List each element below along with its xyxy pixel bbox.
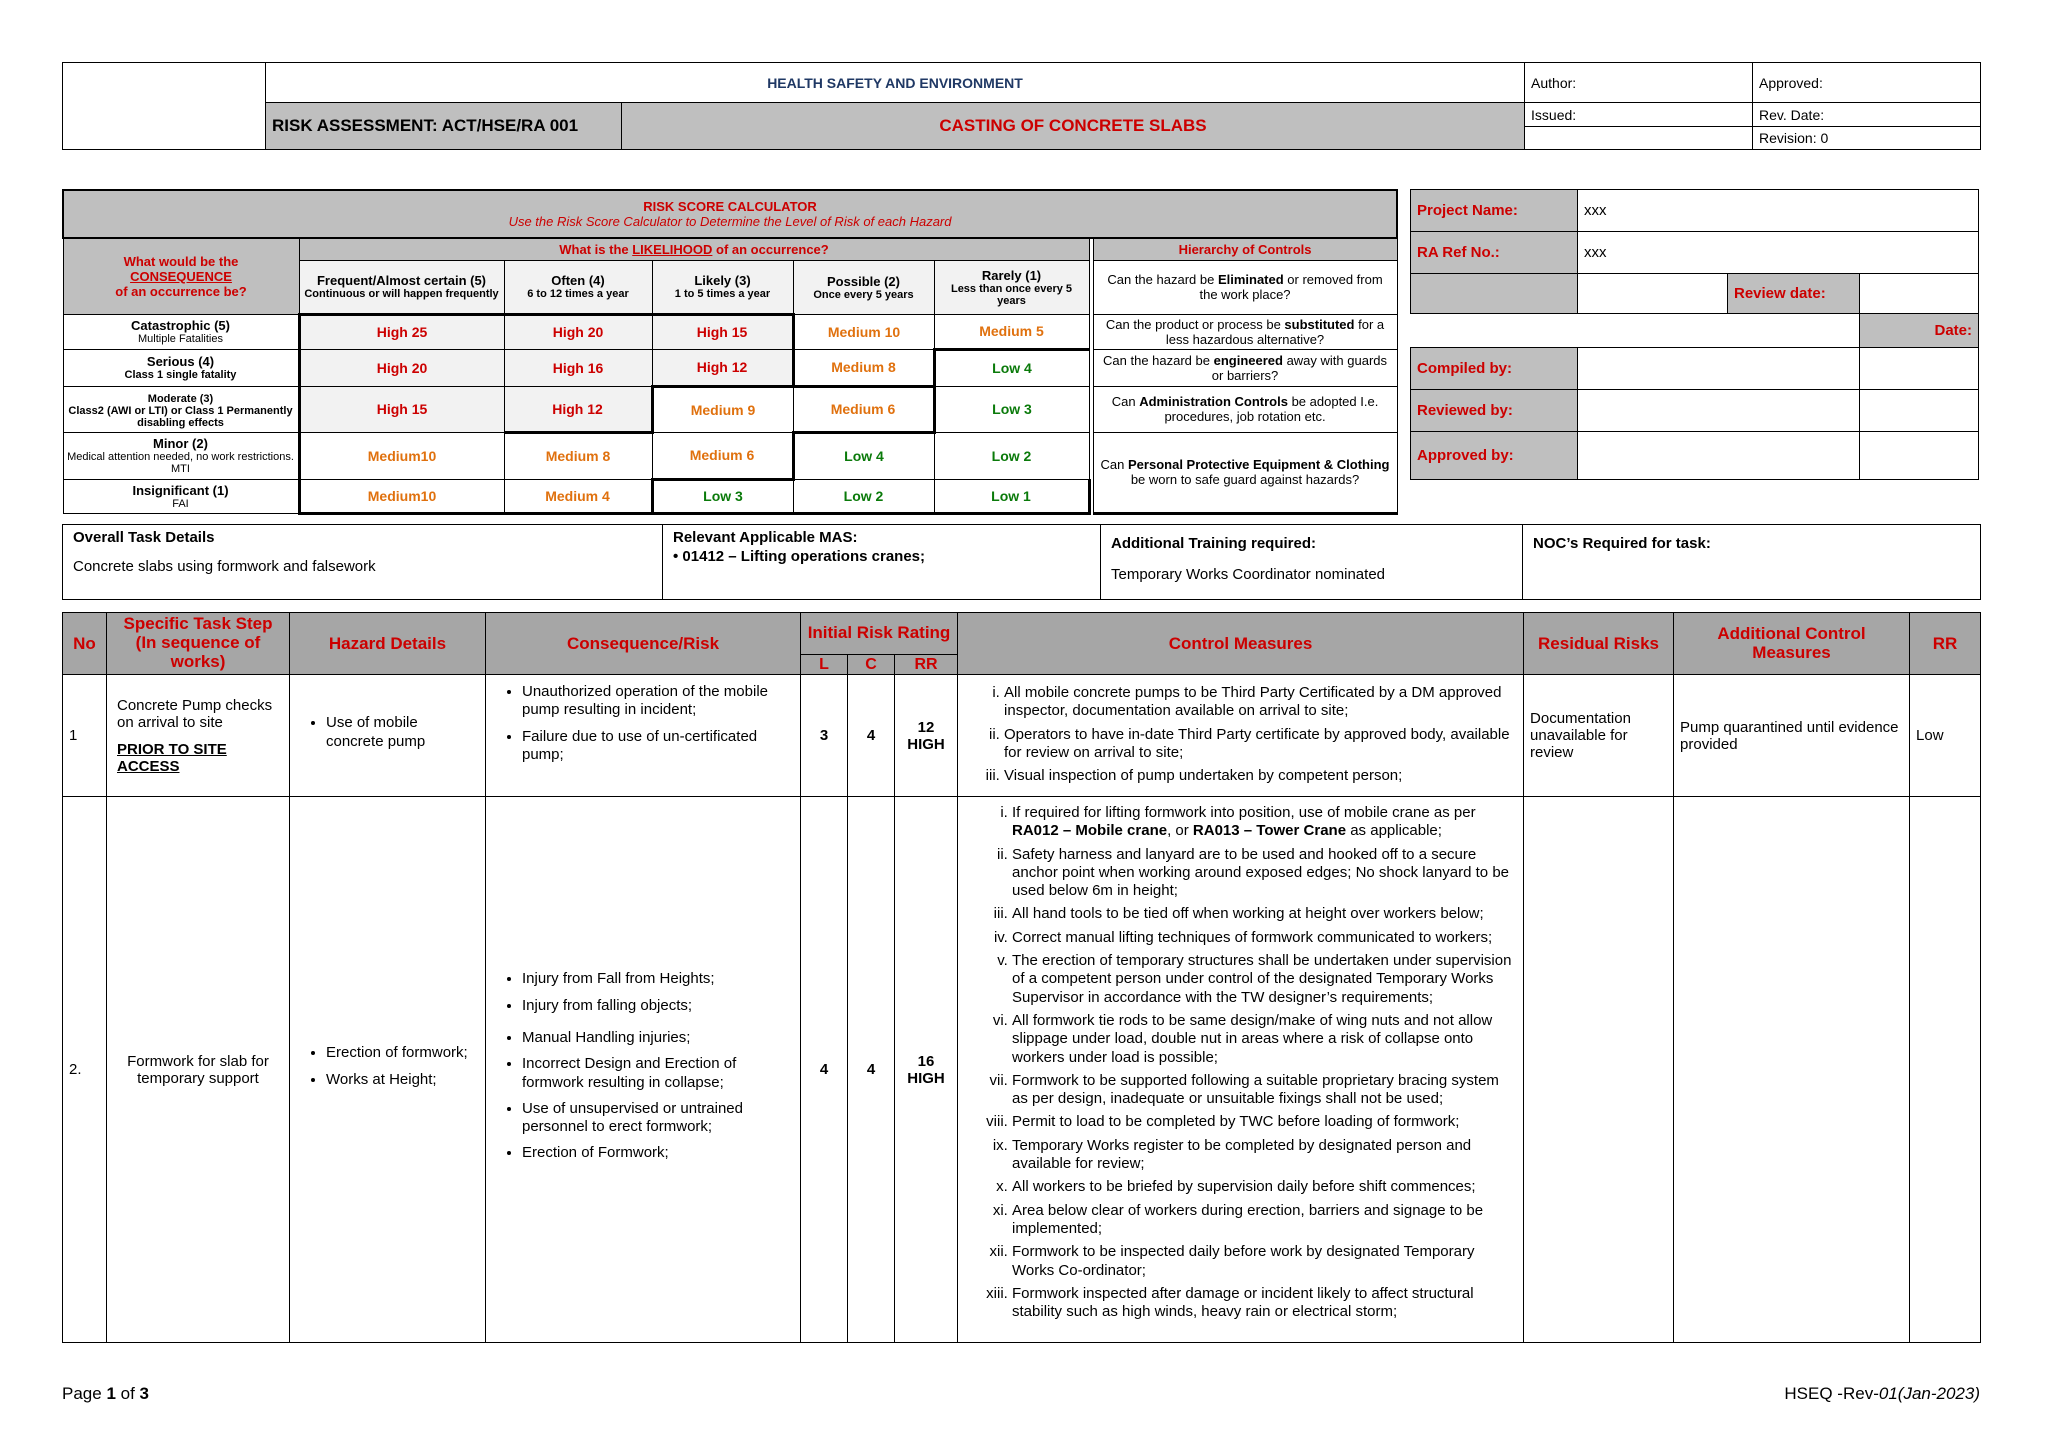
hierarchy-item-1: Can the product or process be substituted for a less hazardous alternative? (1093, 314, 1397, 349)
risk-cell: Medium 8 (793, 349, 934, 386)
risk-cell: Medium 6 (793, 386, 934, 432)
risk-cell: High 15 (652, 314, 793, 349)
reviewed-date (1860, 390, 1979, 432)
document-header (62, 62, 1981, 150)
task-step: Formwork for slab for temporary support (107, 797, 290, 1343)
approved-label: Approved by: (1411, 432, 1578, 480)
hazard-details: • Erection of formwork; • Works at Height; (290, 797, 486, 1343)
additional-training: Additional Training required: Temporary Works Coordinator nominated (1101, 525, 1523, 600)
page-number: Page 1 of 3 (62, 1384, 149, 1403)
row-no: 2. (63, 797, 107, 1343)
risk-assessment-table (62, 612, 1981, 1343)
table-row (63, 675, 1981, 797)
risk-cell: Medium10 (299, 432, 504, 479)
ra-code: RISK ASSESSMENT: ACT/HSE/RA 001 (266, 103, 622, 150)
risk-cell: High 12 (504, 386, 652, 432)
calculator-title: RISK SCORE CALCULATOR (643, 199, 817, 214)
likelihood-col-1: Often (4) 6 to 12 times a year (504, 260, 652, 314)
risk-cell: Medium 9 (652, 386, 793, 432)
risk-cell: Low 2 (793, 479, 934, 513)
col-additional: Additional Control Measures (1674, 613, 1910, 675)
col-control: Control Measures (958, 613, 1524, 675)
task-details (62, 524, 1981, 600)
logo-area (63, 63, 266, 150)
col-l: L (801, 655, 848, 675)
likelihood-score: 3 (801, 675, 848, 797)
hierarchy-item-2: Can the hazard be engineered away with guards or barriers? (1093, 349, 1397, 386)
risk-cell: Medium 10 (793, 314, 934, 349)
col-rr: RR (1910, 613, 1981, 675)
hazard-details: • Use of mobile concrete pump (290, 675, 486, 797)
compiled-label: Compiled by: (1411, 348, 1578, 390)
risk-cell: Medium 5 (934, 314, 1089, 349)
risk-cell: Medium10 (299, 479, 504, 513)
activity-title: CASTING OF CONCRETE SLABS (622, 103, 1525, 150)
col-hazard: Hazard Details (290, 613, 486, 675)
issued-value (1525, 127, 1753, 150)
risk-cell: High 25 (299, 314, 504, 349)
date-label: Date: (1860, 314, 1979, 348)
col-residual: Residual Risks (1524, 613, 1674, 675)
consequence-risk: • Injury from Fall from Heights; • Injury from falling objects; • Manual Handling injuries; • Incorrect Design and Erection of formwork resulting in collapse; • Use of unsupervised or untrained personnel to erect formwork; • Erection of Formwork; (486, 797, 801, 1343)
risk-cell: High 15 (299, 386, 504, 432)
hierarchy-item-4: Can Personal Protective Equipment & Clothing be worn to safe guard against hazards? (1093, 432, 1397, 513)
approved-value (1578, 432, 1860, 480)
control-measures: i. All mobile concrete pumps to be Third Party Certificated by a DM approved inspector, documentation available on arrival to site; ii. Operators to have in-date Third Party certificate by approved body, available for review on arrival to site; iii. Visual inspection of pump undertaken by competent person; (958, 675, 1524, 797)
approved-date (1860, 432, 1979, 480)
residual-risks: Documentation unavailable for review (1524, 675, 1674, 797)
ra-ref-label: RA Ref No.: (1411, 232, 1578, 274)
risk-score-calculator (62, 189, 1398, 515)
consequence-row-3: Minor (2) Medical attention needed, no work restrictions. MTI (63, 432, 299, 479)
col-c: C (848, 655, 895, 675)
noc-required: NOC’s Required for task: (1523, 525, 1981, 600)
consequence-question: What would be the CONSEQUENCE of an occurrence be? (63, 238, 299, 314)
risk-cell: High 12 (652, 349, 793, 386)
risk-cell: Medium 4 (504, 479, 652, 513)
likelihood-col-3: Possible (2) Once every 5 years (793, 260, 934, 314)
hierarchy-title: Hierarchy of Controls (1093, 238, 1397, 260)
likelihood-col-4: Rarely (1) Less than once every 5 years (934, 260, 1089, 314)
issued-label: Issued: (1525, 103, 1753, 127)
residual-risks (1524, 797, 1674, 1343)
risk-cell: Medium 6 (652, 432, 793, 479)
risk-cell: High 20 (504, 314, 652, 349)
document-revision: HSEQ -Rev-01(Jan-2023) (1784, 1384, 1980, 1403)
rev-date-label: Rev. Date: (1753, 103, 1981, 127)
risk-cell: Low 2 (934, 432, 1089, 479)
risk-cell: Low 3 (652, 479, 793, 513)
risk-rating: 16 HIGH (895, 797, 958, 1343)
project-details (1410, 189, 1979, 480)
risk-cell: Low 1 (934, 479, 1089, 513)
consequence-row-0: Catastrophic (5) Multiple Fatalities (63, 314, 299, 349)
control-measures: i. If required for lifting formwork into position, use of mobile crane as per RA012 – Mobile crane, or RA013 – Tower Crane as applicable; ii. Safety harness and lanyard are to be used and hooked off to a secure anchor point when working around exposed edges; No shock lanyard to be used below 6m in height; iii. All hand tools to be tied off when working at height over workers below; iv. Correct manual lifting techniques of formwork communicated to workers; v. The erection of temporary structures shall be undertaken under supervision of a competent person under control of the designated Temporary Works Supervisor in accordance with the TW designer’s requirements; vi. All formwork tie rods to be same design/make of wing nuts and not allow slippage under load, double nut in areas where a risk of collapse onto workers under load is possible; vii. Formwork to be supported following a suitable proprietary bracing system as per design, inadequate or unsuitable fixings shall not be used; viii. Permit to load to be completed by TWC before loading of formwork; ix. Temporary Works register to be completed by designated person and available for review; x. All workers to be briefed by supervision daily before shift commences; xi. Area below clear of workers during erection, barriers and signage to be implemented; xii. Formwork to be inspected daily before work by designated Temporary Works Co-ordinator; xiii. Formwork inspected after damage or incident likely to affect structural stability such as high winds, heavy rain or electrical storm; (958, 797, 1524, 1343)
risk-cell: Low 3 (934, 386, 1089, 432)
review-date-extra (1860, 274, 1979, 314)
compiled-date (1860, 348, 1979, 390)
reviewed-label: Reviewed by: (1411, 390, 1578, 432)
consequence-row-4: Insignificant (1) FAI (63, 479, 299, 513)
consequence-row-1: Serious (4) Class 1 single fatality (63, 349, 299, 386)
risk-cell: Medium 8 (504, 432, 652, 479)
consequence-risk: • Unauthorized operation of the mobile pump resulting in incident; • Failure due to use of un-certificated pump; (486, 675, 801, 797)
project-name-label: Project Name: (1411, 190, 1578, 232)
review-date-value (1578, 274, 1728, 314)
col-no: No (63, 613, 107, 675)
col-consequence: Consequence/Risk (486, 613, 801, 675)
revision-label: Revision: 0 (1753, 127, 1981, 150)
risk-cell: High 16 (504, 349, 652, 386)
likelihood-score: 4 (801, 797, 848, 1343)
org-title: HEALTH SAFETY AND ENVIRONMENT (266, 63, 1525, 103)
consequence-row-2: Moderate (3) Class2 (AWI or LTI) or Class 1 Permanently disabling effects (63, 386, 299, 432)
task-step: Concrete Pump checks on arrival to site PRIOR TO SITE ACCESS (107, 675, 290, 797)
hierarchy-item-3: Can Administration Controls be adopted I.e. procedures, job rotation etc. (1093, 386, 1397, 432)
likelihood-question: What is the LIKELIHOOD of an occurrence? (299, 238, 1089, 260)
risk-cell: High 20 (299, 349, 504, 386)
additional-controls: Pump quarantined until evidence provided (1674, 675, 1910, 797)
risk-cell: Low 4 (793, 432, 934, 479)
risk-rating: 12 HIGH (895, 675, 958, 797)
consequence-score: 4 (848, 797, 895, 1343)
ra-ref-value: xxx (1578, 232, 1979, 274)
risk-cell: Low 4 (934, 349, 1089, 386)
reviewed-value (1578, 390, 1860, 432)
relevant-mas: Relevant Applicable MAS: • 01412 – Lifting operations cranes; (663, 525, 1101, 600)
additional-controls (1674, 797, 1910, 1343)
table-row (63, 797, 1981, 1343)
row-no: 1 (63, 675, 107, 797)
overall-task: Overall Task Details Concrete slabs using formwork and falsework (63, 525, 663, 600)
final-risk-rating: Low (1910, 675, 1981, 797)
calculator-subtitle: Use the Risk Score Calculator to Determine the Level of Risk of each Hazard (508, 214, 952, 229)
consequence-score: 4 (848, 675, 895, 797)
hierarchy-item-0: Can the hazard be Eliminated or removed from the work place? (1093, 260, 1397, 314)
approved-label: Approved: (1753, 63, 1981, 103)
author-label: Author: (1525, 63, 1753, 103)
final-risk-rating (1910, 797, 1981, 1343)
likelihood-col-2: Likely (3) 1 to 5 times a year (652, 260, 793, 314)
col-initial-risk: Initial Risk Rating (801, 613, 958, 655)
review-date-label: Review date: (1728, 274, 1860, 314)
col-rr-initial: RR (895, 655, 958, 675)
likelihood-col-0: Frequent/Almost certain (5) Continuous or will happen frequently (299, 260, 504, 314)
compiled-value (1578, 348, 1860, 390)
project-name-value: xxx (1578, 190, 1979, 232)
col-step: Specific Task Step (In sequence of works) (107, 613, 290, 675)
